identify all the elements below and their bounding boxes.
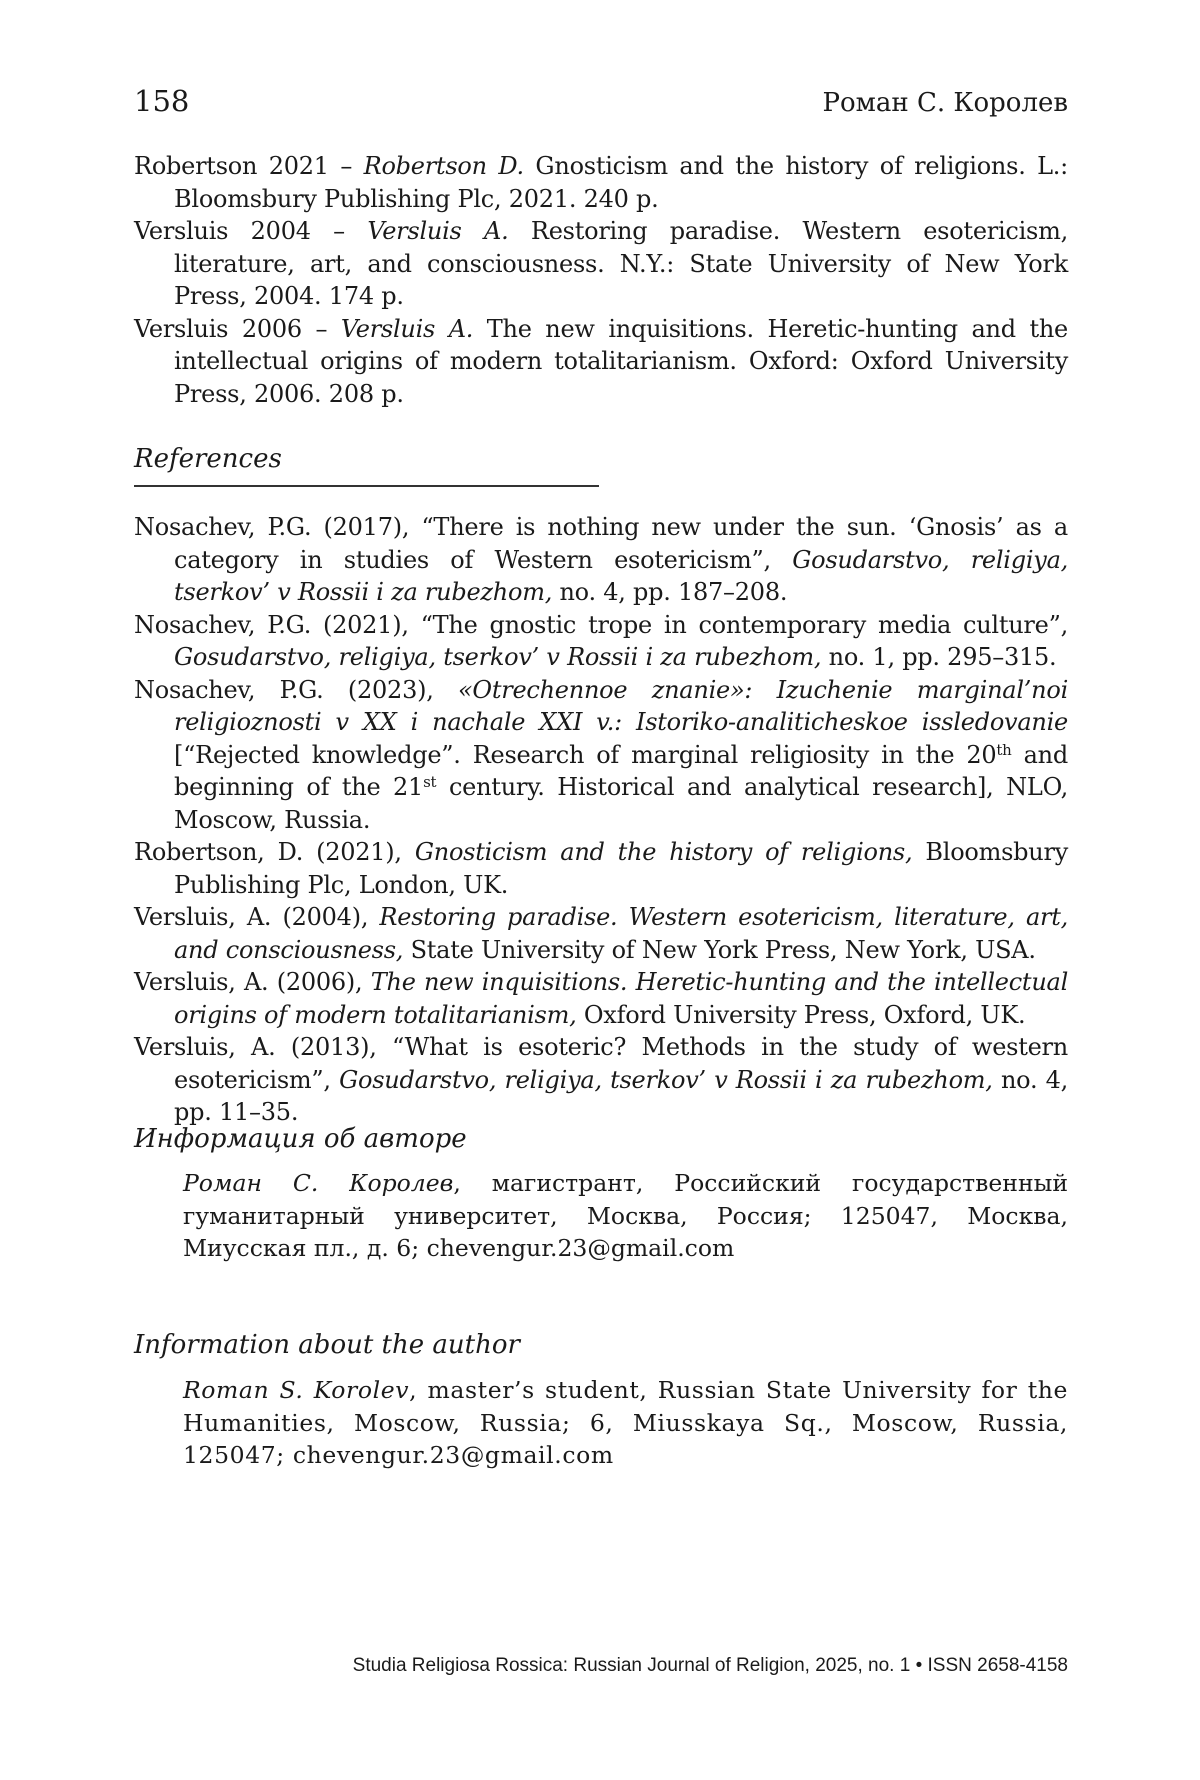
running-head-author: Роман С. Королев [822,88,1068,118]
bibliography-entry: Versluis 2006 – Versluis A. The new inquisitions. Heretic-hunting and the intellectual origins of modern totalitarianism. Oxford: Oxford University Press, 2006. 208 p. [134,314,1069,408]
bibliography-entry: Robertson 2021 – Robertson D. Gnosticism and the history of religions. L.: Bloomsbury Publishing Plc, 2021. 240 p. [134,152,1069,213]
reference-entry: Versluis, A. (2004), Restoring paradise. Western esotericism, literature, art, and consciousness, State University of New York Press, New York, USA. [134,903,1069,964]
reference-entry: Nosachev, P.G. (2017), “There is nothing new under the sun. ‘Gnosis’ as a category in studies of Western esotericism”, Gosudarstvo, religiya, tserkov’ v Rossii i za rubezhom, no. 4, pp. 187–208. [134,513,1069,606]
author-name-en: Roman S. Korolev [183,1376,410,1404]
author-info-ru-heading: Информация об авторе [134,1124,467,1154]
references-list [134,511,1068,1129]
author-info-ru: Роман С. Королев, магистрант, Российский государственный гуманитарный университет, Москва, Россия; 125047, Москва, Миусская пл., д. 6; chevengur.23@gmail.com [183,1169,1068,1262]
author-info-en: Roman S. Korolev, master’s student, Russian State University for the Humanities, Moscow, Russia; 6, Miusskaya Sq., Moscow, Russia, 125047; chevengur.23@gmail.com [183,1376,1068,1469]
author-info-en-heading: Information about the author [134,1330,520,1360]
reference-entry: Nosachev, P.G. (2023), «Otrechennoe znanie»: Izuchenie marginal’noi religioznosti v XX i nachale XXI v.: Istoriko-analiticheskoe issledovanie [“Rejected knowledge”. Research of marginal religiosity in the 20th and beginning of the 21st century. Historical and analytical research], NLO, Moscow, Russia. [134,675,1068,834]
reference-entry: Nosachev, P.G. (2021), “The gnostic trope in contemporary media culture”, Gosudarstvo, religiya, tserkov’ v Rossii i za rubezhom, no. 1, pp. 295–315. [134,610,1068,671]
page-number: 158 [134,84,190,118]
reference-entry: Versluis, A. (2013), “What is esoteric? Methods in the study of western esotericism”, Gosudarstvo, religiya, tserkov’ v Rossii i za rubezhom, no. 4, pp. 11–35. [134,1033,1069,1126]
running-head [134,84,1068,118]
journal-footer: Studia Religiosa Rossica: Russian Journal of Religion, 2025, no. 1 • ISSN 2658-4158 [352,1655,1068,1676]
reference-entry: Robertson, D. (2021), Gnosticism and the history of religions, Bloomsbury Publishing Plc, London, UK. [134,838,1069,899]
references-heading: References [134,444,282,474]
bibliography-entry: Versluis 2004 – Versluis A. Restoring paradise. Western esotericism, literature, art, and consciousness. N.Y.: State University of New York Press, 2004. 174 p. [134,217,1068,310]
bibliography-list [134,150,1068,410]
references-divider [134,485,599,487]
reference-entry: Versluis, A. (2006), The new inquisitions. Heretic-hunting and the intellectual origins of modern totalitarianism, Oxford University Press, Oxford, UK. [134,968,1069,1029]
author-name-ru: Роман С. Королев [183,1169,454,1197]
